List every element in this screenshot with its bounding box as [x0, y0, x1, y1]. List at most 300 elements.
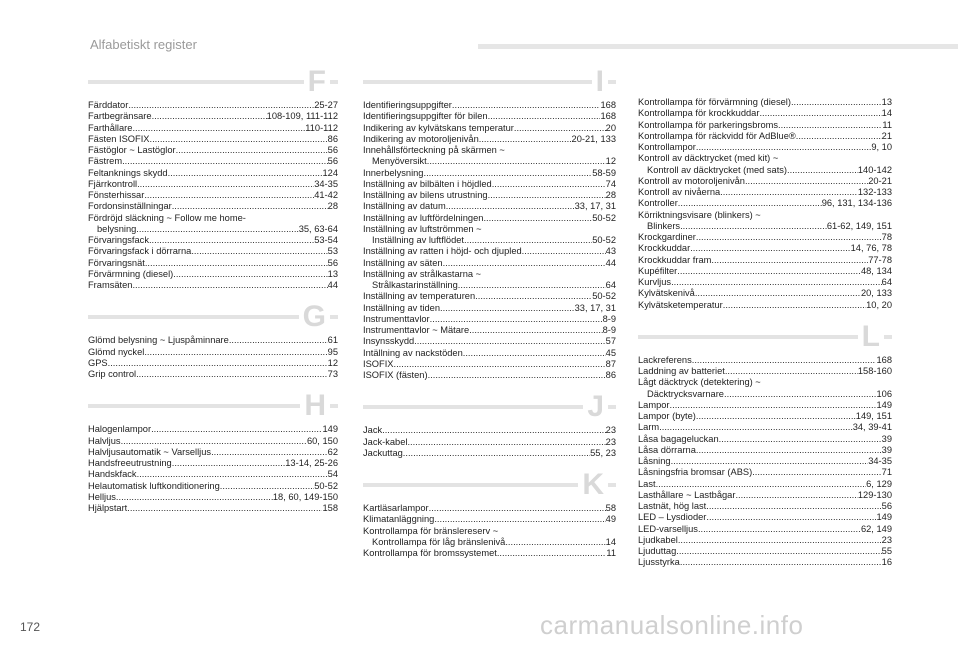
index-entry-term: Kontrollampa för bränslereserv ~ [363, 525, 499, 536]
index-entry [88, 503, 338, 514]
index-entry-term: Kupéfilter [638, 265, 678, 276]
index-entry-term: Inställning av ratten i höjd- och djupled [363, 246, 522, 257]
index-leader-dots [488, 111, 601, 122]
index-leader-dots [796, 131, 882, 142]
index-entry [638, 210, 892, 221]
index-entry-pages: 41-42 [314, 190, 338, 200]
index-leader-dots [522, 246, 606, 257]
index-leader-dots [430, 314, 603, 325]
index-entry [363, 213, 616, 224]
section-letter-header [363, 64, 616, 100]
index-entry-pages: 12 [605, 156, 616, 167]
index-entry [638, 557, 892, 568]
index-entry-term: Intällning av nackstöden [363, 347, 463, 358]
index-entry-pages: 158-160 [857, 366, 892, 376]
index-entry-pages: 20-21 [868, 175, 892, 186]
index-leader-dots [706, 501, 881, 512]
index-leader-dots [403, 448, 590, 459]
index-entry [638, 300, 892, 311]
index-leader-dots [514, 123, 606, 134]
index-entry-term: Låsningsfria bromsar (ABS) [638, 467, 753, 478]
index-entry-pages: 50-52 [314, 480, 338, 491]
index-leader-dots [463, 348, 606, 359]
index-entry [638, 490, 892, 501]
page-header-title: Alfabetiskt register [90, 37, 197, 52]
index-entry-pages: 44 [327, 280, 338, 290]
index-entry-term: Ljuduttag [638, 546, 677, 556]
index-entry-term: Kontroll av motoroljenivån [638, 175, 745, 186]
index-entry-term: Inställning av luftströmmen ~ [363, 223, 482, 234]
index-entry-term: Förvaringsfack [88, 235, 149, 245]
index-entry-pages: 39 [881, 444, 892, 455]
index-entry-term: Feltanknings skydd [88, 167, 168, 178]
index-entry-pages: 9, 10 [871, 142, 892, 152]
section-divider [363, 405, 616, 409]
index-entry [638, 535, 892, 546]
index-leader-dots [670, 400, 877, 411]
index-leader-dots [149, 134, 327, 145]
index-entry-term: Kylvätskenivå [638, 288, 695, 299]
index-leader-dots [479, 134, 572, 145]
index-entry [88, 100, 338, 111]
index-entry-term: Inställning av bilbälten i höjdled [363, 178, 492, 189]
index-entry-term: Kontroller [638, 198, 678, 209]
index-entry-term: Glömd nyckel [88, 346, 145, 357]
index-entry [638, 97, 892, 108]
index-entry [88, 358, 338, 369]
index-entry-term: Laddning av batteriet [638, 366, 725, 376]
header-divider [478, 44, 958, 49]
index-leader-dots [692, 355, 877, 366]
index-entry-term: Krockkuddar [638, 243, 691, 254]
index-entry [88, 235, 338, 246]
index-entry [363, 314, 616, 325]
section-letter-header [88, 388, 338, 424]
index-entry-term: Körriktningsvisare (blinkers) ~ [638, 209, 761, 220]
index-entry [363, 269, 616, 280]
index-entry [638, 187, 892, 198]
index-entry-term: Förvaringsfack i dörrarna [88, 246, 192, 257]
index-leader-dots [172, 201, 328, 212]
index-leader-dots [725, 366, 858, 377]
index-entry-pages: 54 [327, 469, 338, 480]
index-entry-pages: 106 [876, 388, 892, 399]
section-spacer [88, 291, 338, 299]
index-entry-term: Grip control [88, 369, 137, 379]
index-entry [638, 467, 892, 478]
index-entry [638, 377, 892, 388]
index-entry-pages: 33, 17, 31 [574, 302, 616, 313]
index-leader-dots [778, 120, 882, 131]
index-entry [88, 269, 338, 280]
index-entry-pages: 132-133 [857, 187, 892, 197]
index-entry [363, 134, 616, 145]
index-entry-pages: 61 [327, 335, 338, 346]
index-entry [638, 456, 892, 467]
index-entry [363, 448, 616, 459]
index-entry-term: Larm [638, 422, 660, 433]
index-entry-pages: 23 [881, 534, 892, 545]
index-leader-dots [393, 359, 605, 370]
index-entry-pages: 35, 63-64 [298, 223, 338, 234]
index-entry [363, 190, 616, 201]
index-leader-dots [121, 436, 307, 447]
section-spacer [363, 381, 616, 389]
index-entry [638, 366, 892, 377]
index-entry [88, 347, 338, 358]
index-entry-pages: 149 [876, 399, 892, 410]
index-leader-dots [469, 325, 602, 336]
index-entry [88, 436, 338, 447]
index-entry-pages: 34-35 [868, 456, 892, 466]
index-entry-term: Indikering av motoroljenivån [363, 133, 479, 144]
index-entry [638, 411, 892, 422]
index-leader-dots [423, 168, 592, 179]
section-letter: H [300, 388, 330, 424]
index-leader-dots [745, 176, 868, 187]
index-entry [638, 198, 892, 209]
index-column-1 [88, 64, 338, 514]
index-leader-dots [128, 100, 314, 111]
index-entry-term: Halvljus [88, 435, 121, 446]
index-entry [88, 224, 338, 235]
index-entry-pages: 8-9 [602, 325, 616, 335]
index-entry [638, 221, 892, 232]
index-entry-pages: 149 [322, 424, 338, 435]
index-entry [363, 503, 616, 514]
index-entry [88, 190, 338, 201]
index-leader-dots [671, 456, 869, 467]
index-leader-dots [108, 358, 328, 369]
index-leader-dots [475, 291, 592, 302]
index-leader-dots [452, 100, 601, 111]
index-entry-term: Jack-kabel [363, 436, 408, 447]
index-entry-term: Inställning av temperaturen [363, 291, 476, 302]
index-entry [88, 156, 338, 167]
index-entry-pages: 58 [605, 503, 616, 513]
index-entry [363, 348, 616, 359]
index-entry [638, 524, 892, 535]
index-leader-dots [132, 280, 327, 291]
index-entry-pages: 56 [327, 257, 338, 268]
index-entry [363, 111, 616, 122]
index-entry [638, 165, 892, 176]
index-leader-dots [696, 232, 882, 243]
index-entry-term: Inställning av luftfördelningen [363, 212, 484, 223]
section-letter: L [858, 319, 884, 355]
index-entry-pages: 12 [327, 357, 338, 368]
index-entry-pages: 49 [605, 514, 616, 525]
index-entry [638, 501, 892, 512]
index-entry [363, 235, 616, 246]
section-letter: K [578, 467, 608, 503]
index-entry-pages: 11 [606, 548, 616, 558]
index-leader-dots [446, 201, 575, 212]
index-entry-pages: 110-112 [305, 122, 338, 133]
index-entry [638, 277, 892, 288]
index-leader-dots [497, 548, 607, 559]
index-entry [88, 179, 338, 190]
index-entry [363, 336, 616, 347]
section-letter: J [583, 389, 608, 425]
index-entry [363, 280, 616, 291]
index-entry-pages: 55, 23 [590, 447, 616, 458]
index-entry-term: LED – Lysdioder [638, 512, 707, 523]
index-entry-pages: 73 [327, 369, 338, 379]
index-entry-term: Framsäten [88, 280, 133, 290]
index-entry [88, 458, 338, 469]
index-entry [363, 537, 616, 548]
index-entry-term: Inställning av datum [363, 201, 446, 212]
index-entry [638, 232, 892, 243]
index-leader-dots [137, 469, 328, 480]
index-leader-dots [711, 255, 868, 266]
index-entry-pages: 60, 150 [306, 435, 338, 446]
index-entry-term: Handskfack [88, 469, 137, 480]
index-leader-dots [656, 479, 867, 490]
index-entry [638, 512, 892, 523]
index-entry [88, 258, 338, 269]
index-entry-pages: 13-14, 25-26 [285, 458, 338, 468]
index-entry-pages: 25-27 [314, 100, 338, 110]
index-entry-pages: 34-35 [314, 178, 338, 189]
index-entry-pages: 108-109, 111-112 [266, 111, 338, 122]
index-entry [363, 100, 616, 111]
index-entry-pages: 28 [327, 201, 338, 212]
index-entry-term: Jack [363, 425, 383, 436]
index-entry-pages: 10, 20 [866, 299, 892, 310]
index-entry-term: ISOFIX [363, 358, 394, 369]
index-leader-dots [427, 156, 606, 167]
index-entry [363, 291, 616, 302]
index-leader-dots [464, 235, 592, 246]
section-letter: F [304, 64, 330, 100]
index-entry [638, 288, 892, 299]
index-leader-dots [677, 266, 861, 277]
section-spacer [88, 380, 338, 388]
index-leader-dots [145, 258, 328, 269]
index-leader-dots [483, 213, 592, 224]
index-entry [638, 153, 892, 164]
section-letter-header [363, 467, 616, 503]
index-leader-dots [229, 335, 328, 346]
index-entry-term: Hjälpstart [88, 503, 128, 513]
index-entry-term: Kontrollampa för förvärmning (diesel) [638, 97, 791, 107]
index-entry-pages: 13 [327, 268, 338, 279]
index-entry-pages: 20, 133 [860, 288, 892, 299]
index-entry-pages: 95 [327, 346, 338, 357]
index-entry-term: Ljusstyrka [638, 557, 680, 568]
index-entry-term: Låsa dörrarna [638, 444, 696, 455]
index-leader-dots [152, 111, 267, 122]
index-entry-term: Lågt däcktryck (detektering) ~ [638, 377, 761, 388]
index-entry [363, 246, 616, 257]
index-entry-term: Färddator [88, 100, 129, 110]
index-entry-term: Lackreferens [638, 354, 692, 365]
section-divider [88, 80, 338, 84]
index-leader-dots [149, 235, 314, 246]
index-entry-term: Glömd belysning ~ Ljuspåminnare [88, 335, 229, 346]
index-entry-pages: 50-52 [592, 235, 616, 245]
index-leader-dots [680, 221, 827, 232]
index-entry-pages: 149, 151 [855, 411, 892, 421]
index-entry-term: Lampor [638, 399, 670, 410]
index-entry-pages: 61-62, 149, 151 [826, 220, 892, 231]
index-entry [88, 246, 338, 257]
index-leader-dots [137, 179, 314, 190]
index-entry-pages: 14 [605, 536, 616, 547]
index-entry-pages: 57 [605, 336, 616, 347]
index-entry-pages: 23 [605, 425, 616, 436]
index-entry-term: Klimatanläggning [363, 514, 435, 525]
index-leader-dots [440, 303, 575, 314]
index-entry-term: Halvljusautomatik ~ Varselljus [88, 446, 212, 457]
index-entry-pages: 16 [881, 557, 892, 568]
index-entry-pages: 124 [322, 167, 338, 178]
page-number: 172 [20, 620, 41, 634]
index-entry [363, 514, 616, 525]
index-entry-pages: 8-9 [602, 313, 616, 324]
index-entry-pages: 55 [881, 546, 892, 556]
index-leader-dots [723, 300, 866, 311]
index-entry-term: Kurvljus [638, 277, 672, 287]
index-entry-term: Innehållsförteckning på skärmen ~ [363, 145, 505, 155]
index-entry-pages: 53 [327, 246, 338, 257]
index-leader-dots [488, 190, 606, 201]
index-entry-term: Identifieringsuppgifter [363, 100, 452, 110]
index-entry-pages: 86 [605, 370, 616, 380]
index-entry-pages: 33, 17, 31 [574, 201, 616, 212]
index-entry-pages: 71 [881, 467, 892, 478]
index-leader-dots [659, 422, 853, 433]
index-entry-term: Halogenlampor [88, 424, 152, 435]
section-divider [638, 335, 892, 339]
index-entry-pages: 28 [605, 190, 616, 200]
index-leader-dots [719, 434, 882, 445]
section-letter: I [592, 64, 608, 100]
index-entry-pages: 77-78 [868, 254, 892, 265]
index-leader-dots [720, 187, 858, 198]
index-entry-term: Instrumenttavlor [363, 313, 430, 324]
index-entry-term: ISOFIX (fästen) [363, 370, 428, 380]
index-entry [638, 120, 892, 131]
index-entry [638, 255, 892, 266]
index-leader-dots [678, 198, 822, 209]
index-entry [363, 224, 616, 235]
index-leader-dots [116, 492, 273, 503]
index-entry [88, 492, 338, 503]
index-entry [638, 142, 892, 153]
section-letter-header [363, 389, 616, 425]
index-entry [638, 131, 892, 142]
index-entry-pages: 96, 131, 134-136 [821, 198, 892, 209]
index-entry-pages: 34, 39-41 [852, 422, 892, 433]
index-entry [88, 469, 338, 480]
section-letter-header [88, 299, 338, 335]
index-entry-pages: 168 [600, 111, 616, 122]
index-entry [363, 425, 616, 436]
index-entry-term: Last [638, 478, 656, 489]
index-entry-pages: 50-52 [592, 291, 616, 302]
index-entry [363, 179, 616, 190]
index-entry-term: Inställning av bilens utrustning [363, 190, 488, 200]
index-entry-pages: 14 [881, 108, 892, 119]
index-entry-pages: 74 [605, 178, 616, 189]
index-entry-pages: 20-21, 133 [571, 133, 616, 144]
section-letter: G [299, 299, 330, 335]
index-leader-dots [220, 481, 314, 492]
index-entry-pages: 21 [881, 130, 892, 141]
index-entry [638, 266, 892, 277]
index-entry-pages: 78 [881, 232, 892, 242]
index-entry [363, 145, 616, 156]
index-entry-pages: 158 [322, 503, 338, 513]
index-leader-dots [173, 269, 327, 280]
index-entry-pages: 56 [881, 501, 892, 511]
index-leader-dots [144, 347, 327, 358]
index-entry-term: Fjärrkontroll [88, 178, 138, 189]
index-leader-dots [505, 537, 605, 548]
index-entry-term: Låsning [638, 456, 671, 466]
index-entry [363, 325, 616, 336]
index-leader-dots [680, 557, 882, 568]
index-entry-term: Inställning av tiden [363, 302, 441, 313]
index-entry-term: Krockkuddar fram [638, 254, 712, 265]
index-leader-dots [696, 142, 871, 153]
index-entry [638, 445, 892, 456]
index-leader-dots [696, 411, 856, 422]
index-entry-term: Fönsterhissar [88, 190, 145, 200]
index-entry-pages: 56 [327, 156, 338, 167]
index-entry-term: Fördröjd släckning ~ Follow me home- [88, 212, 246, 223]
index-leader-dots [172, 458, 286, 469]
index-entry [88, 424, 338, 435]
index-leader-dots [759, 108, 881, 119]
index-leader-dots [136, 369, 328, 380]
index-entry-term: Ljudkabel [638, 534, 678, 545]
index-entry-term: Insynsskydd [363, 336, 415, 347]
index-column-2 [363, 64, 616, 559]
index-leader-dots [428, 370, 606, 381]
index-entry [88, 145, 338, 156]
section-divider [363, 80, 616, 84]
index-leader-dots [176, 145, 328, 156]
index-entry [638, 389, 892, 400]
index-entry-pages: 58-59 [592, 167, 616, 178]
section-spacer [638, 311, 892, 319]
index-entry-term: Däcktrycksvarnare [647, 388, 724, 399]
index-leader-dots [752, 467, 881, 478]
index-entry-term: GPS [88, 357, 108, 368]
index-entry [88, 201, 338, 212]
index-leader-dots [132, 123, 305, 134]
index-entry [638, 546, 892, 557]
index-entry-term: Blinkers [647, 220, 681, 231]
index-entry-pages: 20 [605, 122, 616, 133]
index-entry-term: Fästöglor ~ Lastöglor [88, 145, 176, 155]
index-entry-term: Handsfreeutrustning [88, 458, 172, 468]
index-entry-term: Helautomatisk luftkonditionering [88, 480, 220, 491]
index-entry [88, 134, 338, 145]
index-entry [638, 479, 892, 490]
index-leader-dots [678, 535, 882, 546]
index-entry-pages: 149 [876, 512, 892, 523]
index-entry-term: Inställning av strålkastarna ~ [363, 268, 482, 279]
section-letter-header [88, 64, 338, 100]
index-entry-pages: 18, 60, 149-150 [272, 491, 338, 502]
index-entry-term: Fordonsinställningar [88, 201, 172, 212]
index-entry-pages: 23 [605, 436, 616, 447]
